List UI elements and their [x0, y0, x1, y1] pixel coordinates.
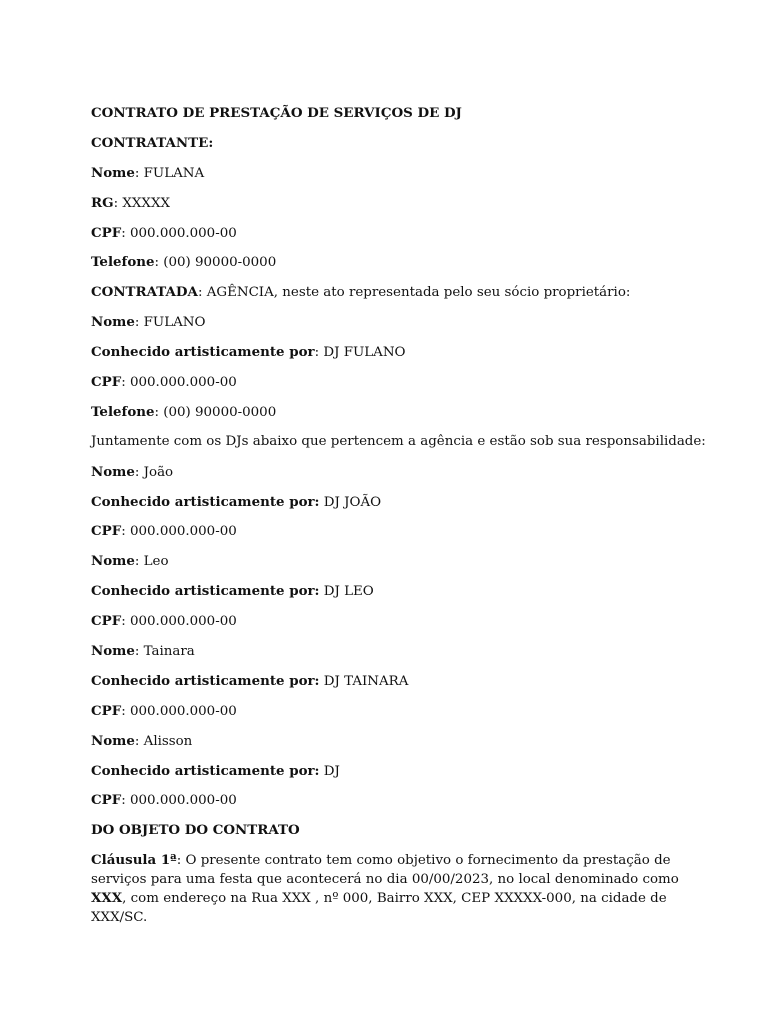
field-value: : 000.000.000-00	[121, 225, 237, 241]
field-value: : Alisson	[134, 733, 193, 749]
field-value: : João	[134, 464, 174, 480]
dj-artistico	[91, 493, 691, 511]
field-value: : (00) 90000-0000	[154, 404, 277, 420]
field-label: Conhecido artisticamente por:	[91, 583, 320, 600]
field-label: Nome	[91, 553, 135, 570]
field-value: DJ TAINARA	[319, 673, 409, 689]
field-label: CPF	[91, 224, 122, 241]
field-label: Telefone	[91, 254, 155, 271]
field-value: DJ	[319, 763, 340, 779]
dj-artistico	[91, 582, 691, 600]
field-value: : XXXXX	[113, 195, 171, 211]
dj-artistico	[91, 762, 691, 780]
field-value: : DJ FULANO	[314, 345, 406, 361]
dj-nome	[91, 463, 691, 481]
field-label: Nome	[91, 732, 135, 749]
clause-label: Cláusula 1ª	[91, 852, 177, 869]
field-label: CPF	[91, 523, 122, 540]
field-value: : Tainara	[134, 644, 195, 660]
dj-cpf	[91, 522, 691, 540]
field-label: CPF	[91, 702, 122, 719]
field-value: : FULANO	[134, 315, 206, 331]
dj-nome	[91, 642, 691, 660]
document-page	[91, 104, 706, 927]
field-value: : 000.000.000-00	[121, 614, 237, 630]
field-value: : 000.000.000-00	[121, 524, 237, 540]
contratante-telefone	[91, 253, 691, 271]
field-value: : 000.000.000-00	[121, 793, 237, 809]
field-value: DJ JOÃO	[319, 494, 382, 510]
field-value: : FULANA	[134, 165, 205, 181]
field-value: : (00) 90000-0000	[154, 255, 277, 271]
field-label: Conhecido artisticamente por:	[91, 493, 320, 510]
clause-text: , com endereço na Rua XXX , nº 000, Bairro XXX, CEP XXXXX-000, na cidade de XXX/SC.	[91, 891, 667, 926]
contratada-artistico	[91, 343, 691, 361]
field-label: Conhecido artisticamente por:	[91, 762, 320, 779]
clause-bold-name: XXX	[91, 890, 123, 907]
field-value: : AGÊNCIA, neste ato representada pelo seu sócio proprietário:	[197, 285, 631, 301]
contratante-rg	[91, 194, 691, 212]
field-label: Nome	[91, 463, 135, 480]
field-value: DJ LEO	[319, 584, 374, 600]
clause-text: : O presente contrato tem como objetivo o fornecimento da prestação de serviços para uma festa que acontecerá no dia 00/00/2023, no local denominado como	[91, 853, 679, 888]
document-title: CONTRATO DE PRESTAÇÃO DE SERVIÇOS DE DJ	[91, 105, 462, 121]
dj-cpf	[91, 612, 691, 630]
dj-nome	[91, 732, 691, 750]
dj-artistico	[91, 672, 691, 690]
contratada-line	[91, 283, 691, 301]
contratada-telefone	[91, 403, 691, 421]
field-label: Nome	[91, 643, 135, 660]
djs-intro: Juntamente com os DJs abaixo que pertencem a agência e estão sob sua responsabilidade:	[91, 433, 706, 449]
field-label: Conhecido artisticamente por:	[91, 672, 320, 689]
objeto-heading: DO OBJETO DO CONTRATO	[91, 822, 300, 839]
contratante-heading: CONTRATANTE:	[91, 134, 214, 151]
field-value: : 000.000.000-00	[121, 375, 237, 391]
field-label: Telefone	[91, 403, 155, 420]
field-label: CPF	[91, 792, 122, 809]
field-label: Nome	[91, 164, 135, 181]
field-value: : Leo	[134, 554, 169, 570]
clausula-1	[91, 851, 681, 927]
field-label: Conhecido artisticamente por	[91, 344, 315, 361]
dj-nome	[91, 552, 691, 570]
contratada-cpf	[91, 373, 691, 391]
field-label: CPF	[91, 374, 122, 391]
contratada-nome	[91, 313, 691, 331]
field-value: : 000.000.000-00	[121, 703, 237, 719]
dj-cpf	[91, 702, 691, 720]
contratante-cpf	[91, 224, 691, 242]
field-label: CONTRATADA	[91, 284, 198, 301]
field-label: RG	[91, 194, 114, 211]
field-label: Nome	[91, 314, 135, 331]
contratante-nome	[91, 164, 691, 182]
field-label: CPF	[91, 613, 122, 630]
dj-cpf	[91, 791, 691, 809]
